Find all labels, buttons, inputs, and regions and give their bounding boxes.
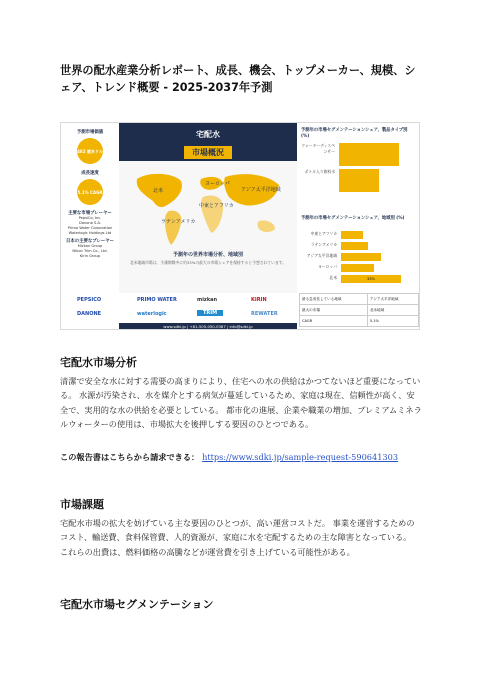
region-label-mea: 中東とアフリカ [199,203,234,209]
bar-label: ウォーターディスペンサー [301,143,335,154]
infographic-left-panel [61,123,119,293]
logo-mizkan: mizkan [197,297,218,303]
player-item: PepsiCo, Inc. [78,216,102,220]
infographic-header [119,123,297,161]
bar-label: ヨーロッパ [318,264,337,269]
table-cell: CAGR [300,316,368,327]
table-row [300,305,419,316]
seg1-title: 予測年の市場セグメンテーションシェア、製品タイプ別 (%) [301,128,408,139]
section-heading-segmentation: 宅配水市場セグメンテーション [60,598,214,611]
infographic-footer: www.sdki.jp | +81-505-050-0387 | info@sdki.jp [119,323,297,330]
bar-label: ラテンアメリカ [310,242,337,247]
bar-label: 中東とアフリカ [310,231,337,236]
table-cell: 北米地域 [367,305,418,316]
region-label-latin-america: ラテンアメリカ [161,219,196,225]
bar [341,242,368,250]
sample-request-link[interactable]: https://www.sdki.jp/sample-request-590641303 [202,452,399,462]
table-cell: 最も急成長している地域 [300,294,368,305]
value-circle: 482 億米ドル [77,138,103,164]
player-item: Nihon Trim Co., Ltd. [72,249,108,253]
bar [339,143,399,166]
bar [339,169,379,192]
player-item: Mizkan Group [77,244,103,248]
request-line [60,452,398,463]
bar [341,264,374,272]
section-heading-analysis: 宅配水市場分析 [60,356,137,369]
cagr-circle: 5.1% CAGR [77,179,103,205]
bar-label: 北米 [329,275,337,280]
logo-pepsico: PEPSICO [77,297,102,303]
bar-label: ボトル入り飲料水 [304,169,335,174]
page-title: 世界の配水産業分析レポート、成長、機会、トップメーカー、規模、シェア、トレンド概要 - 2025-2037年予測 [60,64,416,94]
player-item: Primo Water Corporation [67,226,113,230]
bar: 33% [341,275,401,283]
region-label-north-america: 北米 [153,188,164,194]
request-label: この報告書はこちらから請求できる： [60,452,200,462]
region-label-europe: ヨーロッパ [205,181,230,187]
map-latin-america [165,211,181,245]
table-cell: 5.1% [367,316,418,327]
player-item: Kirin Group [79,254,101,258]
players-label: 主要な市場プレーヤー [68,211,112,216]
map-oceania [258,220,276,232]
logo-trim: TRIM [197,310,223,316]
table-row [300,294,419,305]
infographic-heading: 宅配水 [196,130,220,139]
table-row [300,316,419,327]
table-cell: 最大の市場 [300,305,368,316]
logo-kirin: KIRIN [251,297,267,303]
section-body-challenges: 宅配水市場の拡大を妨げている主な要因のひとつが、高い運営コストだ。 事業を運営するためのコスト、輸送費、食料保管費、人的資源が、家庭に水を宅配するための主な障害となっている。 これらの出費は、燃料価格の高騰などが運営費を引き上げている可能性がある。 [60,518,415,557]
section-body-analysis: 清潔で安全な水に対する需要の高まりにより、住宅への水の供給はかつてないほど重要になっている。 水源が汚染され、水を媒介とする病気が蔓延しているため、家庭は現在、信頼性が高く、安全で、実用的な水の供給を必要としている。 都市化の進展、企業や職業の増加、プレミアムミネラルウォーターの使用は、市場拡大を後押しする要因のひとつである。 [60,376,422,430]
logo-rewater: REWATER [251,311,278,317]
table-cell: アジア太平洋地域 [367,294,418,305]
player-item: Waterlogic Holdings Ltd [68,231,112,235]
map-africa [201,195,223,233]
infographic-center-panel [119,123,297,293]
value-label: 予測市場価値 [76,130,104,135]
players-list [61,216,119,236]
bar [341,231,363,239]
world-map [119,161,297,251]
seg2-title: 予測年の市場セグメンテーションシェア、地域別 (%) [301,216,405,221]
market-infographic [60,122,420,330]
summary-table [299,293,419,327]
jp-players-list [61,244,119,259]
logo-danone: DANONE [77,311,102,317]
section-heading-challenges: 市場課題 [60,498,104,511]
cagr-label: 成長速度 [81,171,99,176]
infographic-right-panel [297,123,420,293]
bar-label: アジア太平洋地域 [306,253,337,258]
bar [341,253,381,261]
company-logos [61,293,297,323]
jp-players-label: 日本の主要なプレーヤー [65,239,115,244]
logo-primo: PRIMO WATER [137,297,177,303]
map-note: 北米地域市場は、予測期間中に約33%の最大の市場シェアを保持すると予想されています。 [129,260,287,265]
region-label-asia-pacific: アジア太平洋地域 [241,187,281,193]
logo-waterlogic: waterlogic [137,311,167,317]
map-caption: 予測年の世界市場分析、地域別 [172,252,243,258]
player-item: Danone S.A. [78,221,102,225]
infographic-subheading: 市場概況 [184,146,232,159]
